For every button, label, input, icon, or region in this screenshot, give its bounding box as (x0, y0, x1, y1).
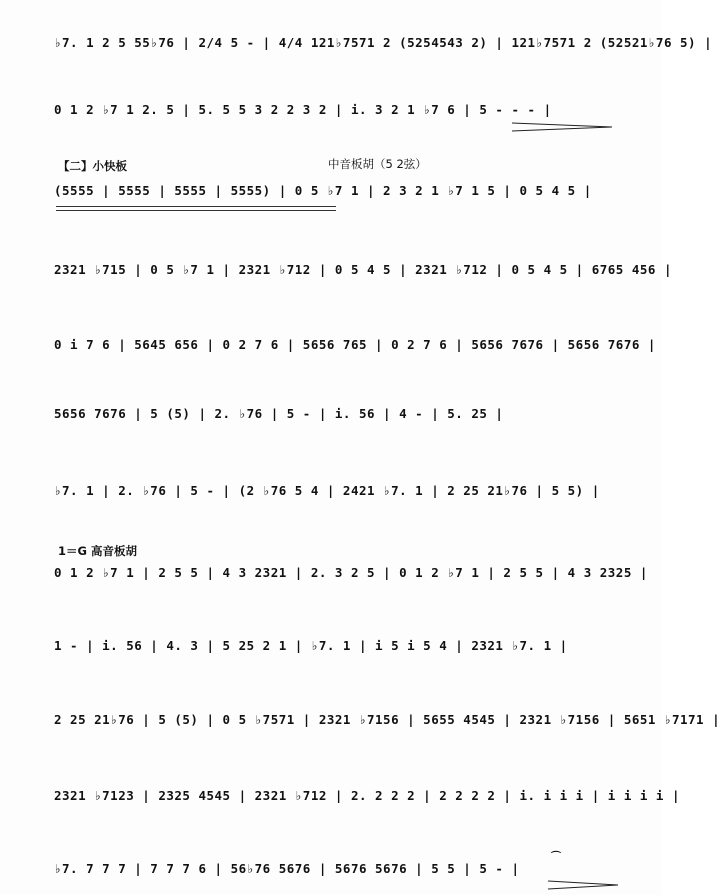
fermata-icon: ⌒ (551, 852, 561, 863)
staff-line-3 (54, 178, 623, 204)
notation-text: 0 i 7 6 | 5645 656 | 0 2 7 6 | 5656 765 | 0 2 7 6 | 5656 7676 | 5656 7676 | (54, 337, 656, 352)
staff-line-5 (54, 332, 656, 358)
decrescendo-mark (512, 122, 612, 132)
staff-line-1 (54, 30, 713, 56)
staff-line-2 (54, 97, 623, 123)
percussion-beam (56, 206, 336, 211)
notation-text: 2321 ♭7123 | 2325 4545 | 2321 ♭712 | 2. 2 2 2 | 2 2 2 2 | i. i i i | i i i i | (54, 788, 680, 803)
notation-text: 0 1 2 ♭7 1 | 2 5 5 | 4 3 2321 | 2. 3 2 5 | 0 1 2 ♭7 1 | 2 5 5 | 4 3 2325 | (54, 565, 648, 580)
staff-line-9 (54, 633, 623, 659)
notation-text: 2 25 21♭76 | 5 (5) | 0 5 ♭7571 | 2321 ♭7156 | 5655 4545 | 2321 ♭7156 | 5651 ♭7171 | (54, 712, 720, 727)
key-change-label: 1＝G 高音板胡 (58, 544, 137, 558)
notation-text: 5656 7676 | 5 (5) | 2. ♭76 | 5 - | i. 56 | 4 - | 5. 25 | (54, 406, 504, 421)
staff-line-4 (54, 257, 672, 283)
section-title: 【二】小快板 (58, 159, 127, 173)
decrescendo-mark (548, 880, 618, 890)
staff-line-10 (54, 707, 720, 733)
notation-text: 0 1 2 ♭7 1 2. 5 | 5. 5 5 3 2 2 3 2 | i. 3 2 1 ♭7 6 | 5 - - - | (54, 102, 552, 117)
staff-line-11 (54, 783, 680, 809)
staff-line-12 (54, 856, 623, 882)
notation-text: 1 - | i. 56 | 4. 3 | 5 25 2 1 | ♭7. 1 | i 5 i 5 4 | 2321 ♭7. 1 | (54, 638, 568, 653)
staff-line-7 (54, 478, 623, 504)
notation-text: ♭7. 1 2 5 55♭76 | 2/4 5 - | 4/4 121♭7571 2 (5254543 2) | 121♭7571 2 (52521♭76 5) | (54, 35, 713, 50)
staff-line-8 (54, 560, 648, 586)
notation-text: ♭7. 7 7 7 | 7 7 7 6 | 56♭76 5676 | 5676 5676 | 5 5 | 5 - | (54, 861, 520, 876)
notation-text: ♭7. 1 | 2. ♭76 | 5 - | (2 ♭76 5 4 | 2421 ♭7. 1 | 2 25 21♭76 | 5 5) | (54, 483, 600, 498)
notation-text: 2321 ♭715 | 0 5 ♭7 1 | 2321 ♭712 | 0 5 4 5 | 2321 ♭712 | 0 5 4 5 | 6765 456 | (54, 262, 672, 277)
instrument-label: 中音板胡（5 2弦） (328, 157, 427, 171)
staff-line-6 (54, 401, 623, 427)
notation-text: (5555 | 5555 | 5555 | 5555) | 0 5 ♭7 1 | 2 3 2 1 ♭7 1 5 | 0 5 4 5 | (54, 183, 592, 198)
